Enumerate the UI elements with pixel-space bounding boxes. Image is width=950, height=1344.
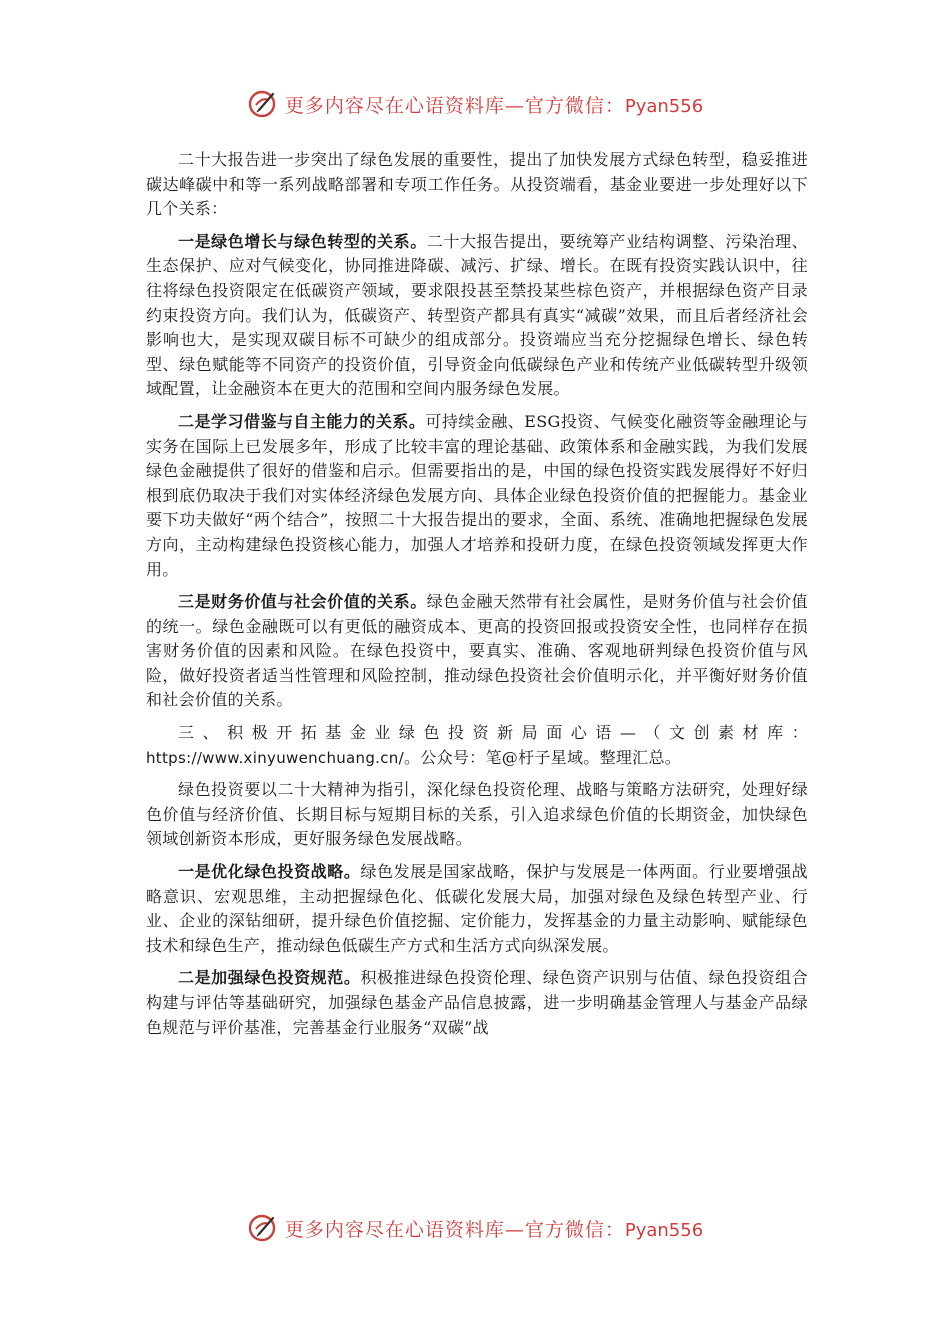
- paragraph-relation-3-lead: 三是财务价值与社会价值的关系。: [178, 592, 427, 612]
- footer-banner-cn: 更多内容尽在心语资料库—官方微信：: [284, 1218, 625, 1241]
- paragraph-strategy-body: 绿色发展是国家战略，保护与发展是一体两面。行业要增强战略意识、宏观思维，主动把握绿色化、低碳化发展大局，加强对绿色及绿色转型产业、行业、企业的深钻细研，提升绿色价值挖掘、定价能力，发挥基金的力量主动影响、赋能绿色技术和绿色生产，推动绿色低碳生产方式和生活方式向纵深发展。: [146, 862, 808, 955]
- header-banner-cn: 更多内容尽在心语资料库—官方微信：: [284, 94, 625, 117]
- paragraph-relation-2: [146, 410, 808, 582]
- paragraph-intro: 二十大报告进一步突出了绿色发展的重要性，提出了加快发展方式绿色转型，稳妥推进碳达峰碳中和等一系列战略部署和专项工作任务。从投资端看，基金业要进一步处理好以下几个关系：: [146, 150, 808, 219]
- header-banner-wechat-id: Pyan556: [624, 95, 704, 117]
- paragraph-strategy: [146, 860, 808, 958]
- paragraph-norms-body: 积极推进绿色投资伦理、绿色资产识别与估值、绿色投资组合构建与评估等基础研究，加强绿色基金产品信息披露，进一步明确基金管理人与基金产品绿色规范与评价基准，完善基金行业服务“双碳”战: [146, 968, 808, 1037]
- paragraph-relation-1-lead: 一是绿色增长与绿色转型的关系。: [178, 231, 427, 251]
- source-url: https://www.xinyuwenchuang.cn/: [146, 748, 404, 767]
- paragraph-relation-1: [146, 230, 808, 402]
- paragraph-relation-3-body: 绿色金融天然带有社会属性，是财务价值与社会价值的统一。绿色金融既可以有更低的融资成本、更高的投资回报或投资安全性，也同样存在损害财务价值的因素和风险。在绿色投资中，要真实、准确、客观地研判绿色投资价值与风险，做好投资者适当性管理和风险控制，推动绿色投资社会价值明示化，并平衡好财务价值和社会价值的关系。: [146, 592, 808, 710]
- section-heading-3-suffix: 。公众号：笔@杅子星域。整理汇总。: [403, 747, 682, 767]
- section-heading-3-prefix: 三、积极开拓基金业绿色投资新局面心语—（文创素材库：: [178, 723, 808, 743]
- paragraph-relation-1-body: 二十大报告提出，要统筹产业结构调整、污染治理、生态保护、应对气候变化，协同推进降碳、减污、扩绿、增长。在既有投资实践认识中，往往将绿色投资限定在低碳资产领域，要求限投甚至禁投某些棕色资产，并根据绿色资产目录约束投资方向。我们认为，低碳资产、转型资产都具有真实“减碳”效果，而且后者经济社会影响也大，是实现双碳目标不可缺少的组成部分。投资端应当充分挖掘绿色增长、绿色转型、绿色赋能等不同资产的投资价值，引导资金向低碳绿色产业和传统产业低碳转型升级领域配置，让金融资本在更大的范围和空间内服务绿色发展。: [146, 231, 808, 399]
- xinyu-logo-icon: [247, 88, 279, 120]
- paragraph-section-3-intro: 绿色投资要以二十大精神为指引，深化绿色投资伦理、战略与策略方法研究，处理好绿色价值与经济价值、长期目标与短期目标的关系，引入追求绿色价值的长期资金，加快绿色领域创新资本形成，更好服务绿色发展战略。: [146, 780, 808, 849]
- section-heading-3: [146, 721, 808, 770]
- paragraph-relation-3: [146, 590, 808, 713]
- footer-banner-text: [285, 1215, 703, 1242]
- document-body: [146, 148, 808, 1048]
- paragraph-strategy-lead: 一是优化绿色投资战略。: [178, 862, 361, 882]
- paragraph-relation-2-body: 可持续金融、ESG投资、气候变化融资等金融理论与实务在国际上已发展多年，形成了比较丰富的理论基础、政策体系和金融实践，为我们发展绿色金融提供了很好的借鉴和启示。但需要指出的是，中国的绿色投资实践发展得好不好归根到底仍取决于我们对实体经济绿色发展方向、具体企业绿色投资价值的把握能力。基金业要下功夫做好“两个结合”，按照二十大报告提出的要求，全面、系统、准确地把握绿色发展方向，主动构建绿色投资核心能力，加强人才培养和投研力度，在绿色投资领域发挥更大作用。: [146, 411, 808, 579]
- paragraph-relation-2-lead: 二是学习借鉴与自主能力的关系。: [178, 411, 426, 431]
- header-banner-text: [285, 91, 703, 118]
- xinyu-logo-icon: [247, 1212, 279, 1244]
- footer-banner-wechat-id: Pyan556: [624, 1219, 704, 1241]
- paragraph-norms: [146, 966, 808, 1040]
- footer-banner: [0, 1208, 950, 1248]
- paragraph-norms-lead: 二是加强绿色投资规范。: [178, 968, 361, 988]
- header-banner: [0, 84, 950, 124]
